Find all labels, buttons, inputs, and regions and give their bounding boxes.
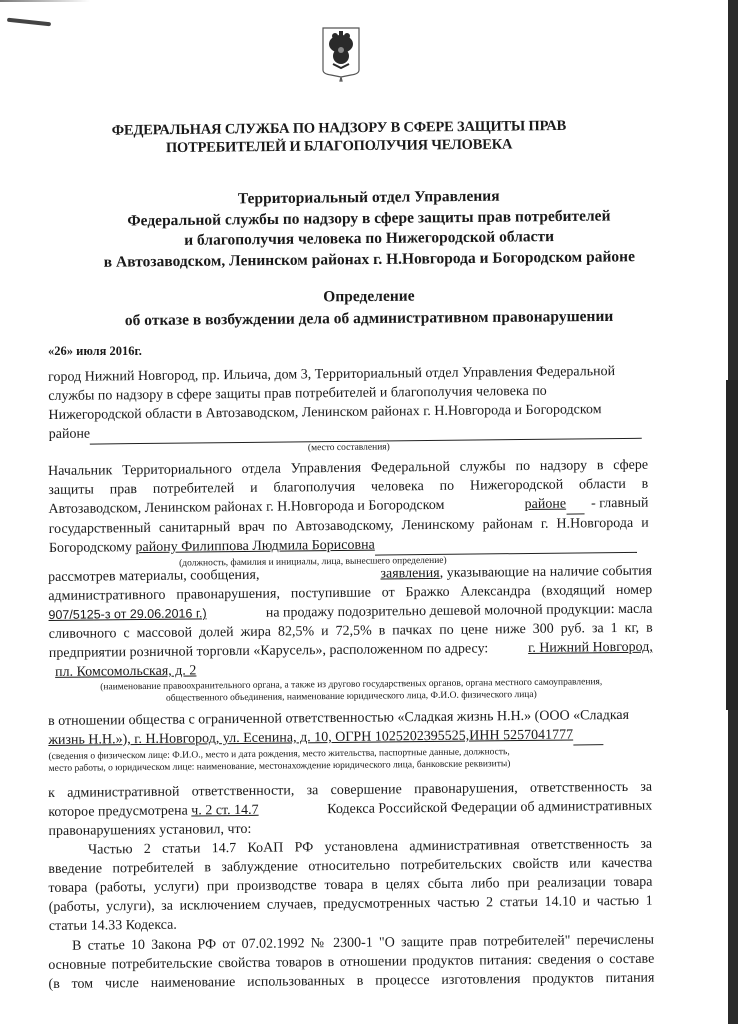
official-name: району Филиппова Людмила Борисовна <box>135 537 375 556</box>
incoming-number: 907/5125-з от 29.06.2016 г.) <box>48 606 207 622</box>
department-line: в Автозаводском, Ленинском районах г. Н.Новгорода и Богородском районе <box>103 247 635 271</box>
subject-caption: место работы, о юридическом лице: наименование, местонахождение юридического лица, банковские реквизиты) <box>48 759 511 774</box>
official-block <box>48 456 649 571</box>
subject-caption: (сведения о физическом лице: Ф.И.О., место и дата рождения, место жительства, паспортные данные, должность, <box>48 747 510 762</box>
scan-edge-bar-middle <box>726 380 738 710</box>
store-address: г. Нижний Новгород, <box>528 639 653 656</box>
official-line: Богородскому <box>48 540 133 556</box>
body-line: (в том числе наименование использованных в процессе изготовления продуктов питания <box>48 970 655 992</box>
place-caption: (место составления) <box>307 442 390 454</box>
subject-line: в отношении общества с ограниченной ответственностью «Сладкая жизнь Н.Н.» (ООО «Сладкая <box>48 707 630 729</box>
department-line: Территориальный отдел Управления <box>237 187 500 208</box>
body-line: статьи 14.33 Кодекса. <box>48 917 177 934</box>
article-reference: ч. 2 ст. 14.7 <box>191 802 259 819</box>
document-subtitle: об отказе в возбуждении дела об административном правонарушении <box>124 307 614 330</box>
place-line: службы по надзору в сфере защиты прав потребителей и благополучия человека по <box>48 383 547 404</box>
body-line: основные потребительские свойства товаров в отношении продуктов питания: сведения о составе <box>48 951 655 973</box>
subject-block <box>48 706 653 775</box>
materials-caption: общественного объединения, наименование юридического лица, Ф.И.О. физического лица) <box>165 689 537 704</box>
coat-of-arms-icon <box>321 26 361 82</box>
subject-company: жизнь Н.Н.»), г. Н.Новгород, ул. Есенина, д. 10, ОГРН 1025202395525,ИНН 5257041777 <box>48 727 574 748</box>
body-paragraph-1 <box>48 835 653 936</box>
official-caption: (должность, фамилия и инициалы, лица, вынесшего определение) <box>179 555 447 569</box>
liability-text: Кодекса Российской Федерации об административных <box>327 798 653 818</box>
store-address-cont: пл. Комсомольская, д. 2 <box>55 663 197 680</box>
official-district: районе <box>524 496 567 513</box>
materials-underlined: заявления <box>380 565 440 582</box>
body-line: введение потребителей в заблуждение относительно потребительских свойств или качества <box>48 855 653 877</box>
materials-caption: (наименование правоохранительного органа, а также из другово государственых органов, органа местного самоуправления, <box>100 677 603 693</box>
materials-line: сливочного с массовой долей жира 82,5% и 72,5% в пачках по цене ниже 300 руб. за 1 кг, в <box>48 620 653 642</box>
materials-text: на продажу подозрительно дешевой молочной продукции: масла <box>265 601 653 621</box>
document-title: Определение <box>323 287 415 306</box>
body-line: (работы, услуги), за исключением случаев, предусмотренных частью 2 статьи 14.10 и частью 1 <box>48 893 653 915</box>
materials-text: , указывающие на наличие события <box>439 563 653 581</box>
official-line: государственный санитарный врач по Автозаводскому, Ленинскому районам г. Н.Новгорода и <box>48 515 649 537</box>
place-line: районе <box>48 426 91 442</box>
materials-text: предприятии розничной торговли «Карусель», расположенном по адресу: <box>48 641 489 661</box>
official-chief-suffix: - главный <box>590 495 649 512</box>
scan-edge-shadow <box>0 0 90 2</box>
liability-text: которое предусмотрена <box>48 803 192 820</box>
district-fill-line <box>566 494 584 514</box>
agency-name <box>0 115 738 159</box>
agency-line: ФЕДЕРАЛЬНАЯ СЛУЖБА ПО НАДЗОРУ В СФЕРЕ ЗАЩИТЫ ПРАВ <box>111 117 567 139</box>
body-line: товара (работы, услуги) при производстве товара в целях сбыта либо при реализации товара <box>48 874 653 896</box>
body-line: В статье 10 Закона РФ от 07.02.1992 № 2300-1 "О защите прав потребителей" перечислены <box>72 932 655 954</box>
body-line: Частью 2 статьи 14.7 КоАП РФ установлена административная ответственность за <box>88 836 653 858</box>
liability-line: правонарушениях установил, что: <box>48 821 252 839</box>
liability-line: к административной ответственности, за совершение правонарушения, ответственность за <box>48 779 653 801</box>
body-paragraph-2 <box>48 931 655 994</box>
department-name <box>0 184 738 274</box>
official-fill-line <box>375 533 637 556</box>
document-title-block <box>0 283 738 333</box>
official-line: Начальник Территориального отдела Управления Федеральной службы по надзору в сфере <box>48 457 649 479</box>
liability-block <box>48 778 653 841</box>
agency-line: ПОТРЕБИТЕЛЕЙ И БЛАГОПОЛУЧИЯ ЧЕЛОВЕКА <box>165 136 513 157</box>
materials-text: рассмотрев материалы, сообщения, <box>48 567 260 585</box>
department-line: и благополучия человека по Нижегородской области <box>184 228 555 249</box>
subject-fill-line <box>573 725 603 745</box>
place-line: Нижегородской области в Автозаводском, Ленинском районах г. Н.Новгорода и Богородском <box>48 402 602 423</box>
department-line: Федеральной службы по надзору в сфере защиты прав потребителей <box>127 206 611 230</box>
pen-mark <box>7 18 51 27</box>
document-date: «26» июля 2016г. <box>48 344 142 358</box>
official-line: Автозаводском, Ленинском районах г. Н.Новгорода и Богородском <box>48 497 445 517</box>
official-line: защиты прав потребителей и благополучия человека по Нижегородской области в <box>48 476 649 498</box>
place-line: город Нижний Новгород, пр. Ильича, дом 3, Территориальный отдел Управления Федеральной <box>48 364 616 385</box>
materials-block <box>48 562 653 706</box>
materials-line: административного правонарушения, поступившие от Бражко Александра (входящий номер <box>48 582 653 604</box>
place-block <box>48 362 649 457</box>
